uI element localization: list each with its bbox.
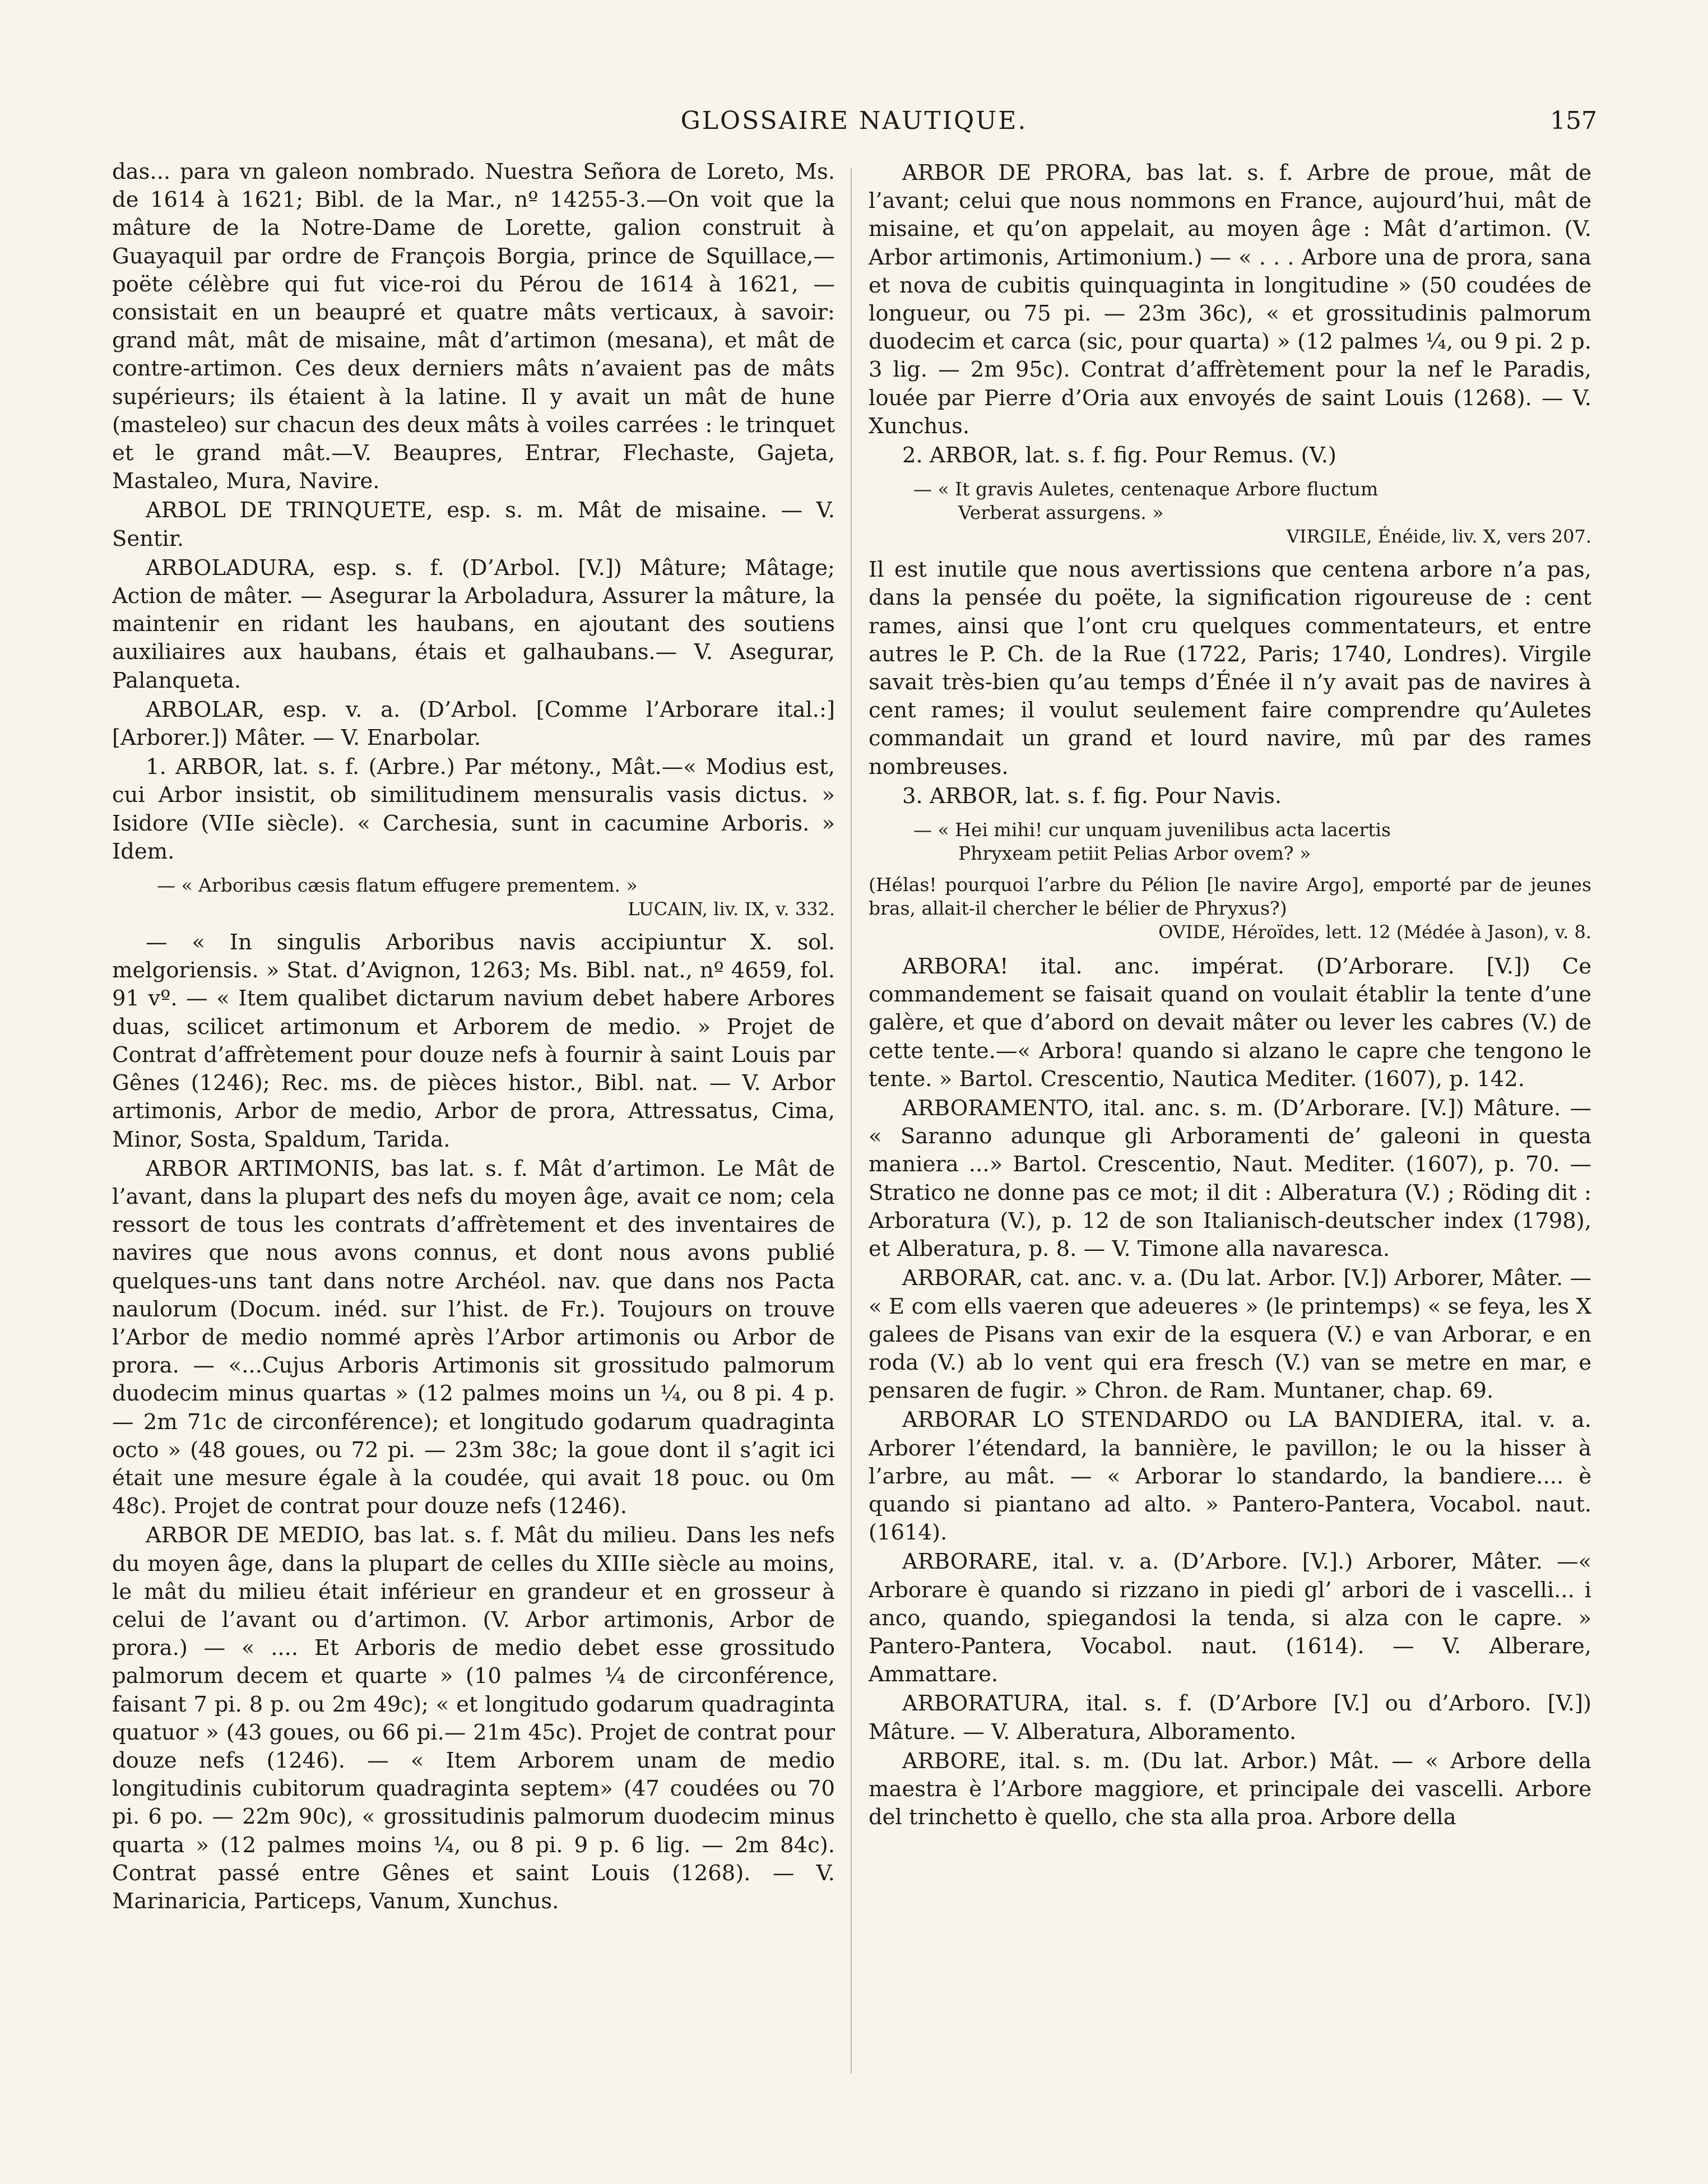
entry-arborar: ARBORAR, cat. anc. v. a. (Du lat. Arbor. [V.]) Arborer, Mâter. — « E com ells vaeren que adeueres » (le printemps) « se feya, les X galees de Pisans van exir de la esquera (V.) e van Arborar, e en roda (V.) ab lo vent qui era fresch (V.) van se metre en mar, e pensaren de fugir. » Chron. de Ram. Muntaner, chap. 69. bbox=[869, 1265, 1591, 1404]
page-number: 157 bbox=[1550, 106, 1597, 135]
quote-line-2: Verberat assurgens. » bbox=[958, 502, 1164, 524]
right-column bbox=[869, 158, 1591, 1831]
entry-arbor-artimonis: ARBOR ARTIMONIS, bas lat. s. f. Mât d’artimon. Le Mât de l’avant, dans la plupart des nefs du moyen âge, avait ce nom; cela ressort de tous les contrats d’affrètement et des inventaires de navires que nous avons connus, et dont nous avons publié quelques-uns tant dans notre Archéol. nav. que dans nos Pacta naulorum (Docum. inéd. sur l’hist. de Fr.). Toujours on trouve l’Arbor de medio nommé après l’Arbor artimonis ou Arbor de prora. — «...Cujus Arboris Artimonis sit grossitudo palmorum duodecim minus quartas » (12 palmes moins un ¼, ou 8 pi. 4 p. — 2m 71c de circonférence); et longitudo godarum quadraginta octo » (48 goues, ou 72 pi. — 23m 38c; la goue dont il s’agit ici était une mesure égale à la coudée, qui avait 18 pouc. ou 0m 48c). Projet de contrat pour douze nefs (1246). bbox=[112, 1156, 835, 1519]
entry-arbor-1-continued: — « In singulis Arboribus navis accipiuntur X. sol. melgoriensis. » Stat. d’Avignon, 1263; Ms. Bibl. nat., nº 4659, fol. 91 vº. — « Item qualibet dictarum navium debet habere Arbores duas, scilicet artimonum et Arborem de medio. » Projet de Contrat d’affrètement pour douze nefs à fournir à saint Louis par Gênes (1246); Rec. ms. de pièces histor., Bibl. nat. — V. Arbor artimonis, Arbor de medio, Arbor de prora, Attressatus, Cima, Minor, Sosta, Spaldum, Tarida. bbox=[112, 930, 835, 1152]
quote-source: LUCAIN, liv. IX, v. 332. bbox=[628, 898, 835, 920]
column-divider bbox=[851, 168, 852, 2074]
quote-source: OVIDE, Héroïdes, lett. 12 (Médée à Jason), v. 8. bbox=[1158, 921, 1591, 943]
quote-lucain bbox=[112, 874, 835, 921]
page-header bbox=[0, 106, 1708, 146]
entry-arbor-3: 3. ARBOR, lat. s. f. fig. Pour Navis. bbox=[902, 783, 1282, 809]
entry-arbolar: ARBOLAR, esp. v. a. (D’Arbol. [Comme l’Arborare ital.:] [Arborer.]) Mâter. — V. Enarbolar. bbox=[112, 697, 835, 751]
entry-arboladura: ARBOLADURA, esp. s. f. (D’Arbol. [V.]) Mâture; Mâtage; Action de mâter. — Asegurar la Arboladura, Assurer la mâture, la maintenir en ridant les haubans, en ajoutant des soutiens auxiliaires aux haubans, étais et galhaubans.— V. Asegurar, Palanqueta. bbox=[112, 555, 835, 693]
quote-source: VIRGILE, Énéide, liv. X, vers 207. bbox=[1286, 526, 1591, 548]
entry-arborare: ARBORARE, ital. v. a. (D’Arbore. [V.].) Arborer, Mâter. —« Arborare è quando si rizzano in piedi gl’ arbori de i vascelli... i anco, quando, spiegandosi la tenda, si alza con le capre. » Pantero-Pantera, Vocabol. naut. (1614). — V. Alberare, Ammattare. bbox=[869, 1549, 1591, 1687]
entry-arborar-lo-stendardo: ARBORAR LO STENDARDO ou LA BANDIERA, ital. v. a. Arborer l’étendard, la bannière, le pavillon; le ou la hisser à l’arbre, au mât. — « Arborar lo standardo, la bandiere.... è quando si piantano ad alto. » Pantero-Pantera, Vocabol. naut. (1614). bbox=[869, 1407, 1591, 1546]
entry-arbore: ARBORE, ital. s. m. (Du lat. Arbor.) Mât. — « Arbore della maestra è l’Arbore maggiore, et principale dei vascelli. Arbore del trinchetto è quello, che sta alla proa. Arbore della bbox=[869, 1748, 1591, 1830]
entry-arbor-de-medio: ARBOR DE MEDIO, bas lat. s. f. Mât du milieu. Dans les nefs du moyen âge, dans la plupart de celles du XIIIe siècle au moins, le mât du milieu était inférieur en grandeur et en grosseur à celui de l’avant ou d’artimon. (V. Arbor artimonis, Arbor de prora.) — « .... Et Arboris de medio debet esse grossitudo palmorum decem et quarte » (10 palmes ¼ de circonférence, faisant 7 pi. 8 p. ou 2m 49c); « et longitudo godarum quadraginta quatuor » (43 goues, ou 66 pi.— 21m 45c). Projet de contrat pour douze nefs (1246). — « Item Arborem unam de medio longitudinis cubitorum quadraginta septem» (47 coudées ou 70 pi. 6 po. — 22m 90c), « grossitudinis palmorum duodecim minus quarta » (12 palmes moins ¼, ou 8 pi. 9 p. 6 lig. — 2m 84c). Contrat passé entre Gênes et saint Louis (1268). — V. Marinaricia, Particeps, Vanum, Xunchus. bbox=[112, 1523, 835, 1914]
running-title: GLOSSAIRE NAUTIQUE. bbox=[680, 106, 1028, 135]
entry-arbol-de-trinquete: ARBOL DE TRINQUETE, esp. s. m. Mât de misaine. — V. Sentir. bbox=[112, 498, 835, 551]
quote-line-2: Phryxeam petiit Pelias Arbor ovem? » bbox=[958, 842, 1311, 865]
quote-ovide bbox=[869, 818, 1591, 865]
entry-continuation-loreto: das... para vn galeon nombrado. Nuestra Señora de Loreto, Ms. de 1614 à 1621; Bibl. de la Mar., nº 14255-3.—On voit que la mâture de la Notre-Dame de Lorette, galion construit à Guayaquil par ordre de François Borgia, prince de Squillace,—poëte célèbre qui fut vice-roi du Pérou de 1614 à 1621, —consistait en un beaupré et quatre mâts verticaux, à savoir: grand mât, mât de misaine, mât d’artimon (mesana), et mât de contre-artimon. Ces deux derniers mâts n’avaient pas de mâts supérieurs; ils étaient à la latine. Il y avait un mât de hune (masteleo) sur chacun des deux mâts à voiles carrées : le trinquet et le grand mât.—V. Beaupres, Entrar, Flechaste, Gajeta, Mastaleo, Mura, Navire. bbox=[112, 159, 835, 494]
quote-line: — « Arboribus cæsis flatum effugere prementem. » bbox=[157, 874, 638, 897]
entry-arbor-1: 1. ARBOR, lat. s. f. (Arbre.) Par métony., Mât.—« Modius est, cui Arbor insistit, ob similitudinem mensuralis vasis dictus. » Isidore (VIIe siècle). « Carchesia, sunt in cacumine Arboris. » Idem. bbox=[112, 754, 835, 864]
left-column bbox=[112, 158, 835, 1916]
entry-arboratura: ARBORATURA, ital. s. f. (D’Arbore [V.] ou d’Arboro. [V.]) Mâture. — V. Alberatura, Alboramento. bbox=[869, 1691, 1591, 1745]
entry-arbor-2: 2. ARBOR, lat. s. f. fig. Pour Remus. (V.) bbox=[902, 443, 1337, 469]
quote-line-1: — « Hei mihi! cur unquam juvenilibus acta lacertis bbox=[913, 819, 1391, 841]
quote-translation: (Hélas! pourquoi l’arbre du Pélion [le navire Argo], emporté par de jeunes bras, allait-il chercher le bélier de Phryxus?) bbox=[869, 874, 1591, 920]
entry-arboramento: ARBORAMENTO, ital. anc. s. m. (D’Arborare. [V.]) Mâture. — « Saranno adunque gli Arboramenti de’ galeoni in questa maniera ...» Bartol. Crescentio, Naut. Mediter. (1607), p. 70. — Stratico ne donne pas ce mot; il dit : Alberatura (V.) ; Röding dit : Arboratura (V.), p. 12 de son Italianisch-deutscher index (1798), et Alberatura, p. 8. — V. Timone alla navaresca. bbox=[869, 1096, 1591, 1262]
commentary-centena-arbore: Il est inutile que nous avertissions que centena arbore n’a pas, dans la pensée du poëte, la signification rigoureuse de : cent rames, ainsi que l’ont cru quelques commentateurs, et entre autres le P. Ch. de la Rue (1722, Paris; 1740, Londres). Virgile savait très-bien qu’au temps d’Énée il n’y avait pas de navires à cent rames; il voulut seulement faire comprendre qu’Auletes commandait un grand et lourd navire, mû par des rames nombreuses. bbox=[869, 557, 1591, 780]
entry-arbora: ARBORA! ital. anc. impérat. (D’Arborare. [V.]) Ce commandement se faisait quand on voulait établir la tente d’une galère, et que d’abord on devait mâter ou lever les cabres (V.) de cette tente.—« Arbora! quando si alzano le capre che tengono le tente. » Bartol. Crescentio, Nautica Mediter. (1607), p. 142. bbox=[869, 954, 1591, 1092]
entry-arbor-de-prora: ARBOR DE PRORA, bas lat. s. f. Arbre de proue, mât de l’avant; celui que nous nommons en France, aujourd’hui, mât de misaine, et qu’on appelait, au moyen âge : Mât d’artimon. (V. Arbor artimonis, Artimonium.) — « . . . Arbore una de prora, sana et nova de cubitis quinquaginta in longitudine » (50 coudées de longueur, ou 75 pi. — 23m 36c), « et grossitudinis palmorum duodecim et carca (sic, pour quarta) » (12 palmes ¼, ou 9 pi. 2 p. 3 lig. — 2m 95c). Contrat d’affrètement pour la nef le Paradis, louée par Pierre d’Oria aux envoyés de saint Louis (1268). — V. Xunchus. bbox=[869, 160, 1591, 439]
quote-virgile bbox=[869, 477, 1591, 548]
quote-line-1: — « It gravis Auletes, centenaque Arbore fluctum bbox=[913, 478, 1379, 500]
